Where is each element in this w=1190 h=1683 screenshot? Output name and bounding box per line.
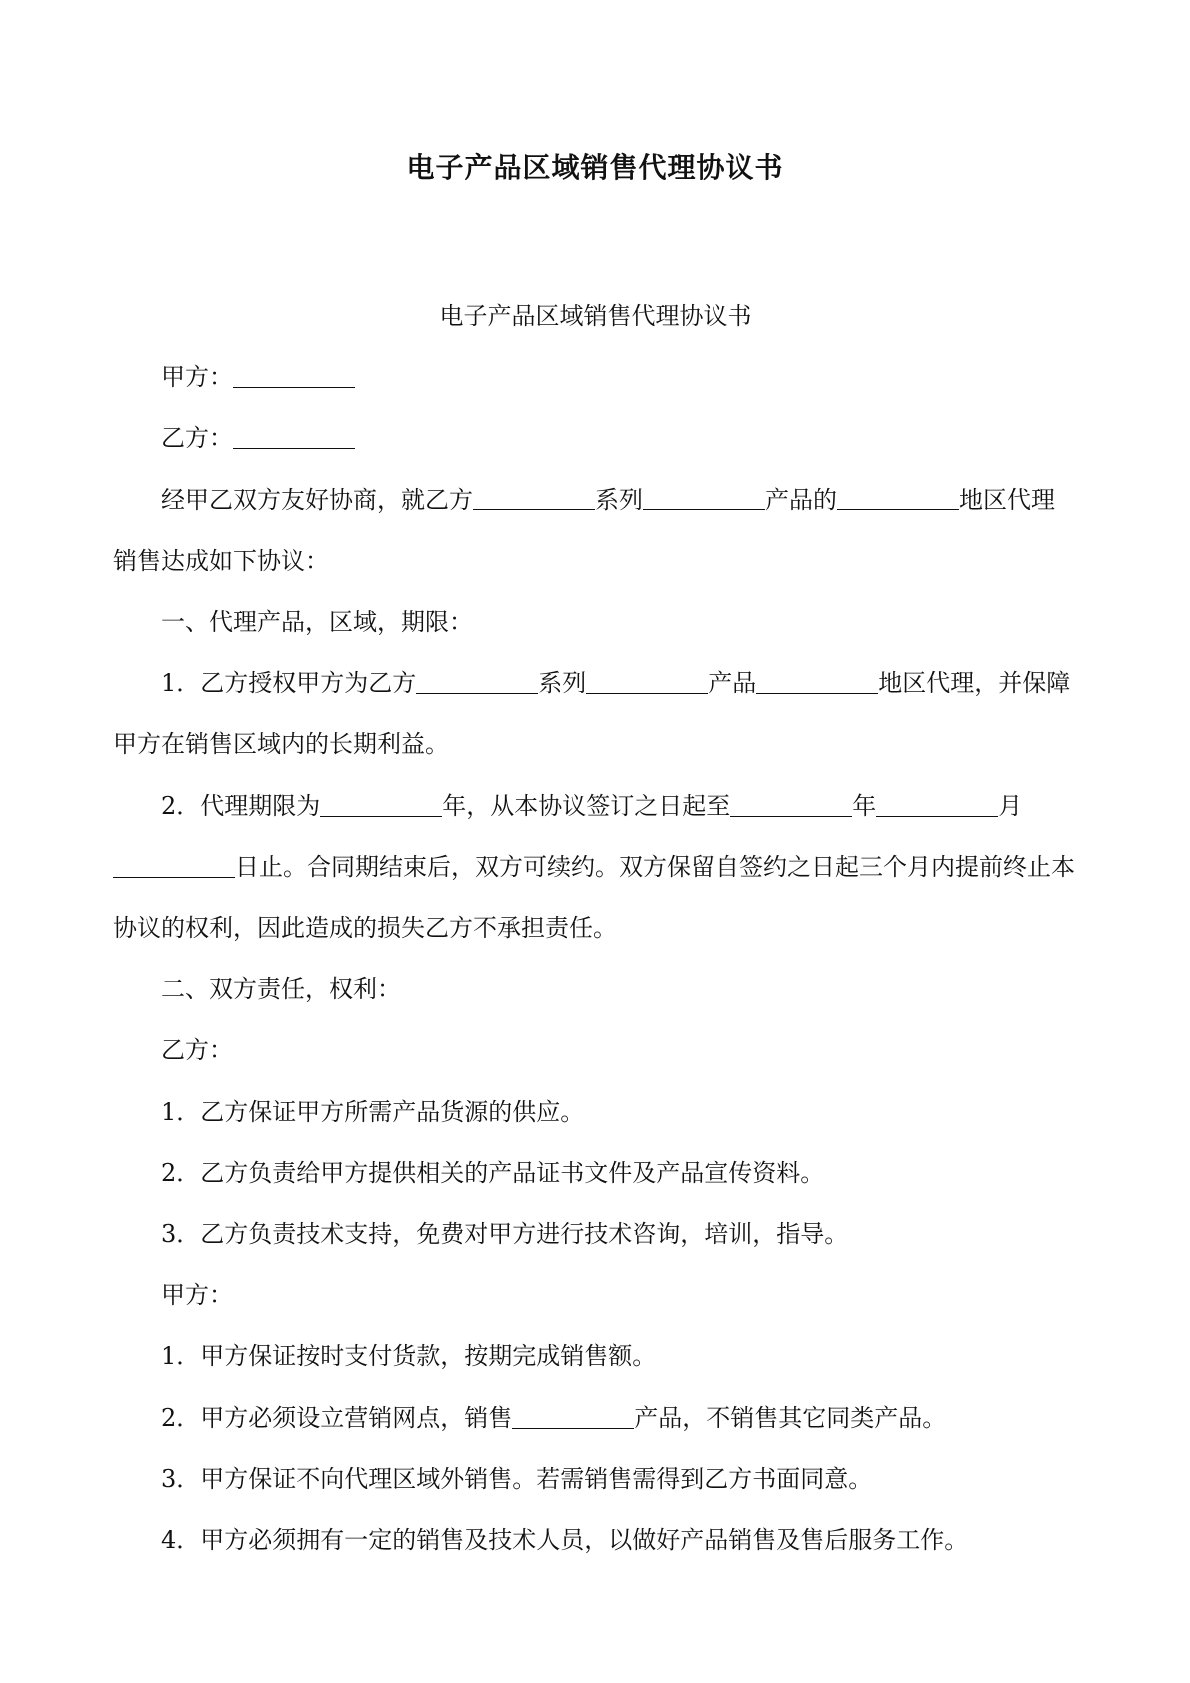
party-a-blank xyxy=(233,362,355,388)
party-b-blank xyxy=(233,423,355,449)
party-a-item-2-text-1: 2．甲方必须设立营销网点，销售 xyxy=(161,1403,513,1432)
clause-1-2-text-5: 日止。合同期结束后，双方可续约。双方保留自签约之日起三个月内提前终止本协议的权利，因此造成的损失乙方不承担责任。 xyxy=(113,852,1075,943)
clause-1-1-text-2: 系列 xyxy=(538,669,587,698)
region-blank xyxy=(837,484,959,510)
clause-1-2-text-3: 年 xyxy=(852,791,877,820)
intro-text-2: 系列 xyxy=(595,485,643,514)
clause-1-1-text-1: 1．乙方授权甲方为乙方 xyxy=(161,669,417,698)
party-b-line xyxy=(113,408,1078,469)
party-a-label: 甲方： xyxy=(161,363,233,392)
intro-text-3: 产品的 xyxy=(765,485,837,514)
party-b-item-3: 3．乙方负责技术支持，免费对甲方进行技术咨询，培训，指导。 xyxy=(161,1220,849,1249)
term-years-blank xyxy=(320,790,442,816)
party-a-item-1: 1．甲方保证按时支付货款，按期完成销售额。 xyxy=(161,1342,657,1371)
party-b-label: 乙方： xyxy=(161,424,233,453)
page-title: 电子产品区域销售代理协议书 xyxy=(406,151,784,184)
clause-1-2-text-2: 年，从本协议签订之日起至 xyxy=(442,791,731,820)
end-year-blank xyxy=(730,790,852,816)
document-subtitle: 电子产品区域销售代理协议书 xyxy=(439,302,752,330)
clause-1-1 xyxy=(113,653,1078,775)
party-a-item-4: 4．甲方必须拥有一定的销售及技术人员，以做好产品销售及售后服务工作。 xyxy=(161,1526,969,1555)
clause-1-1-region-blank xyxy=(756,668,878,694)
party-a-item-2 xyxy=(113,1388,1078,1449)
section-2-heading: 二、双方责任，权利： xyxy=(161,975,401,1004)
party-b-heading: 乙方： xyxy=(161,1036,233,1065)
clause-1-1-product-blank xyxy=(586,668,708,694)
clause-1-2-text-4: 月 xyxy=(998,791,1023,820)
intro-text-4: 地区代理销售达成如下协议： xyxy=(113,485,1055,575)
product-blank xyxy=(643,484,765,510)
agreement-body xyxy=(113,286,1078,1571)
party-a-heading: 甲方： xyxy=(161,1281,233,1310)
clause-1-1-text-4: 地区代理，并保障甲方在销售区域内的长期利益。 xyxy=(113,669,1071,759)
clause-1-2 xyxy=(113,776,1078,960)
intro-text-1: 经甲乙双方友好协商，就乙方 xyxy=(161,485,473,514)
intro-paragraph xyxy=(113,470,1078,592)
clause-1-2-text-1: 2．代理期限为 xyxy=(161,791,321,820)
party-a-item-3: 3．甲方保证不向代理区域外销售。若需销售需得到乙方书面同意。 xyxy=(161,1464,873,1493)
end-day-blank xyxy=(113,852,235,878)
clause-1-1-series-blank xyxy=(416,668,538,694)
party-b-item-2: 2．乙方负责给甲方提供相关的产品证书文件及产品宣传资料。 xyxy=(161,1158,825,1187)
sales-product-blank xyxy=(512,1402,634,1428)
series-blank xyxy=(473,484,595,510)
party-a-line xyxy=(113,347,1078,408)
party-b-item-1: 1．乙方保证甲方所需产品货源的供应。 xyxy=(161,1097,585,1126)
section-1-heading: 一、代理产品，区域，期限： xyxy=(161,608,473,637)
end-month-blank xyxy=(876,790,998,816)
clause-1-1-text-3: 产品 xyxy=(708,669,757,698)
party-a-item-2-text-2: 产品，不销售其它同类产品。 xyxy=(634,1403,947,1432)
